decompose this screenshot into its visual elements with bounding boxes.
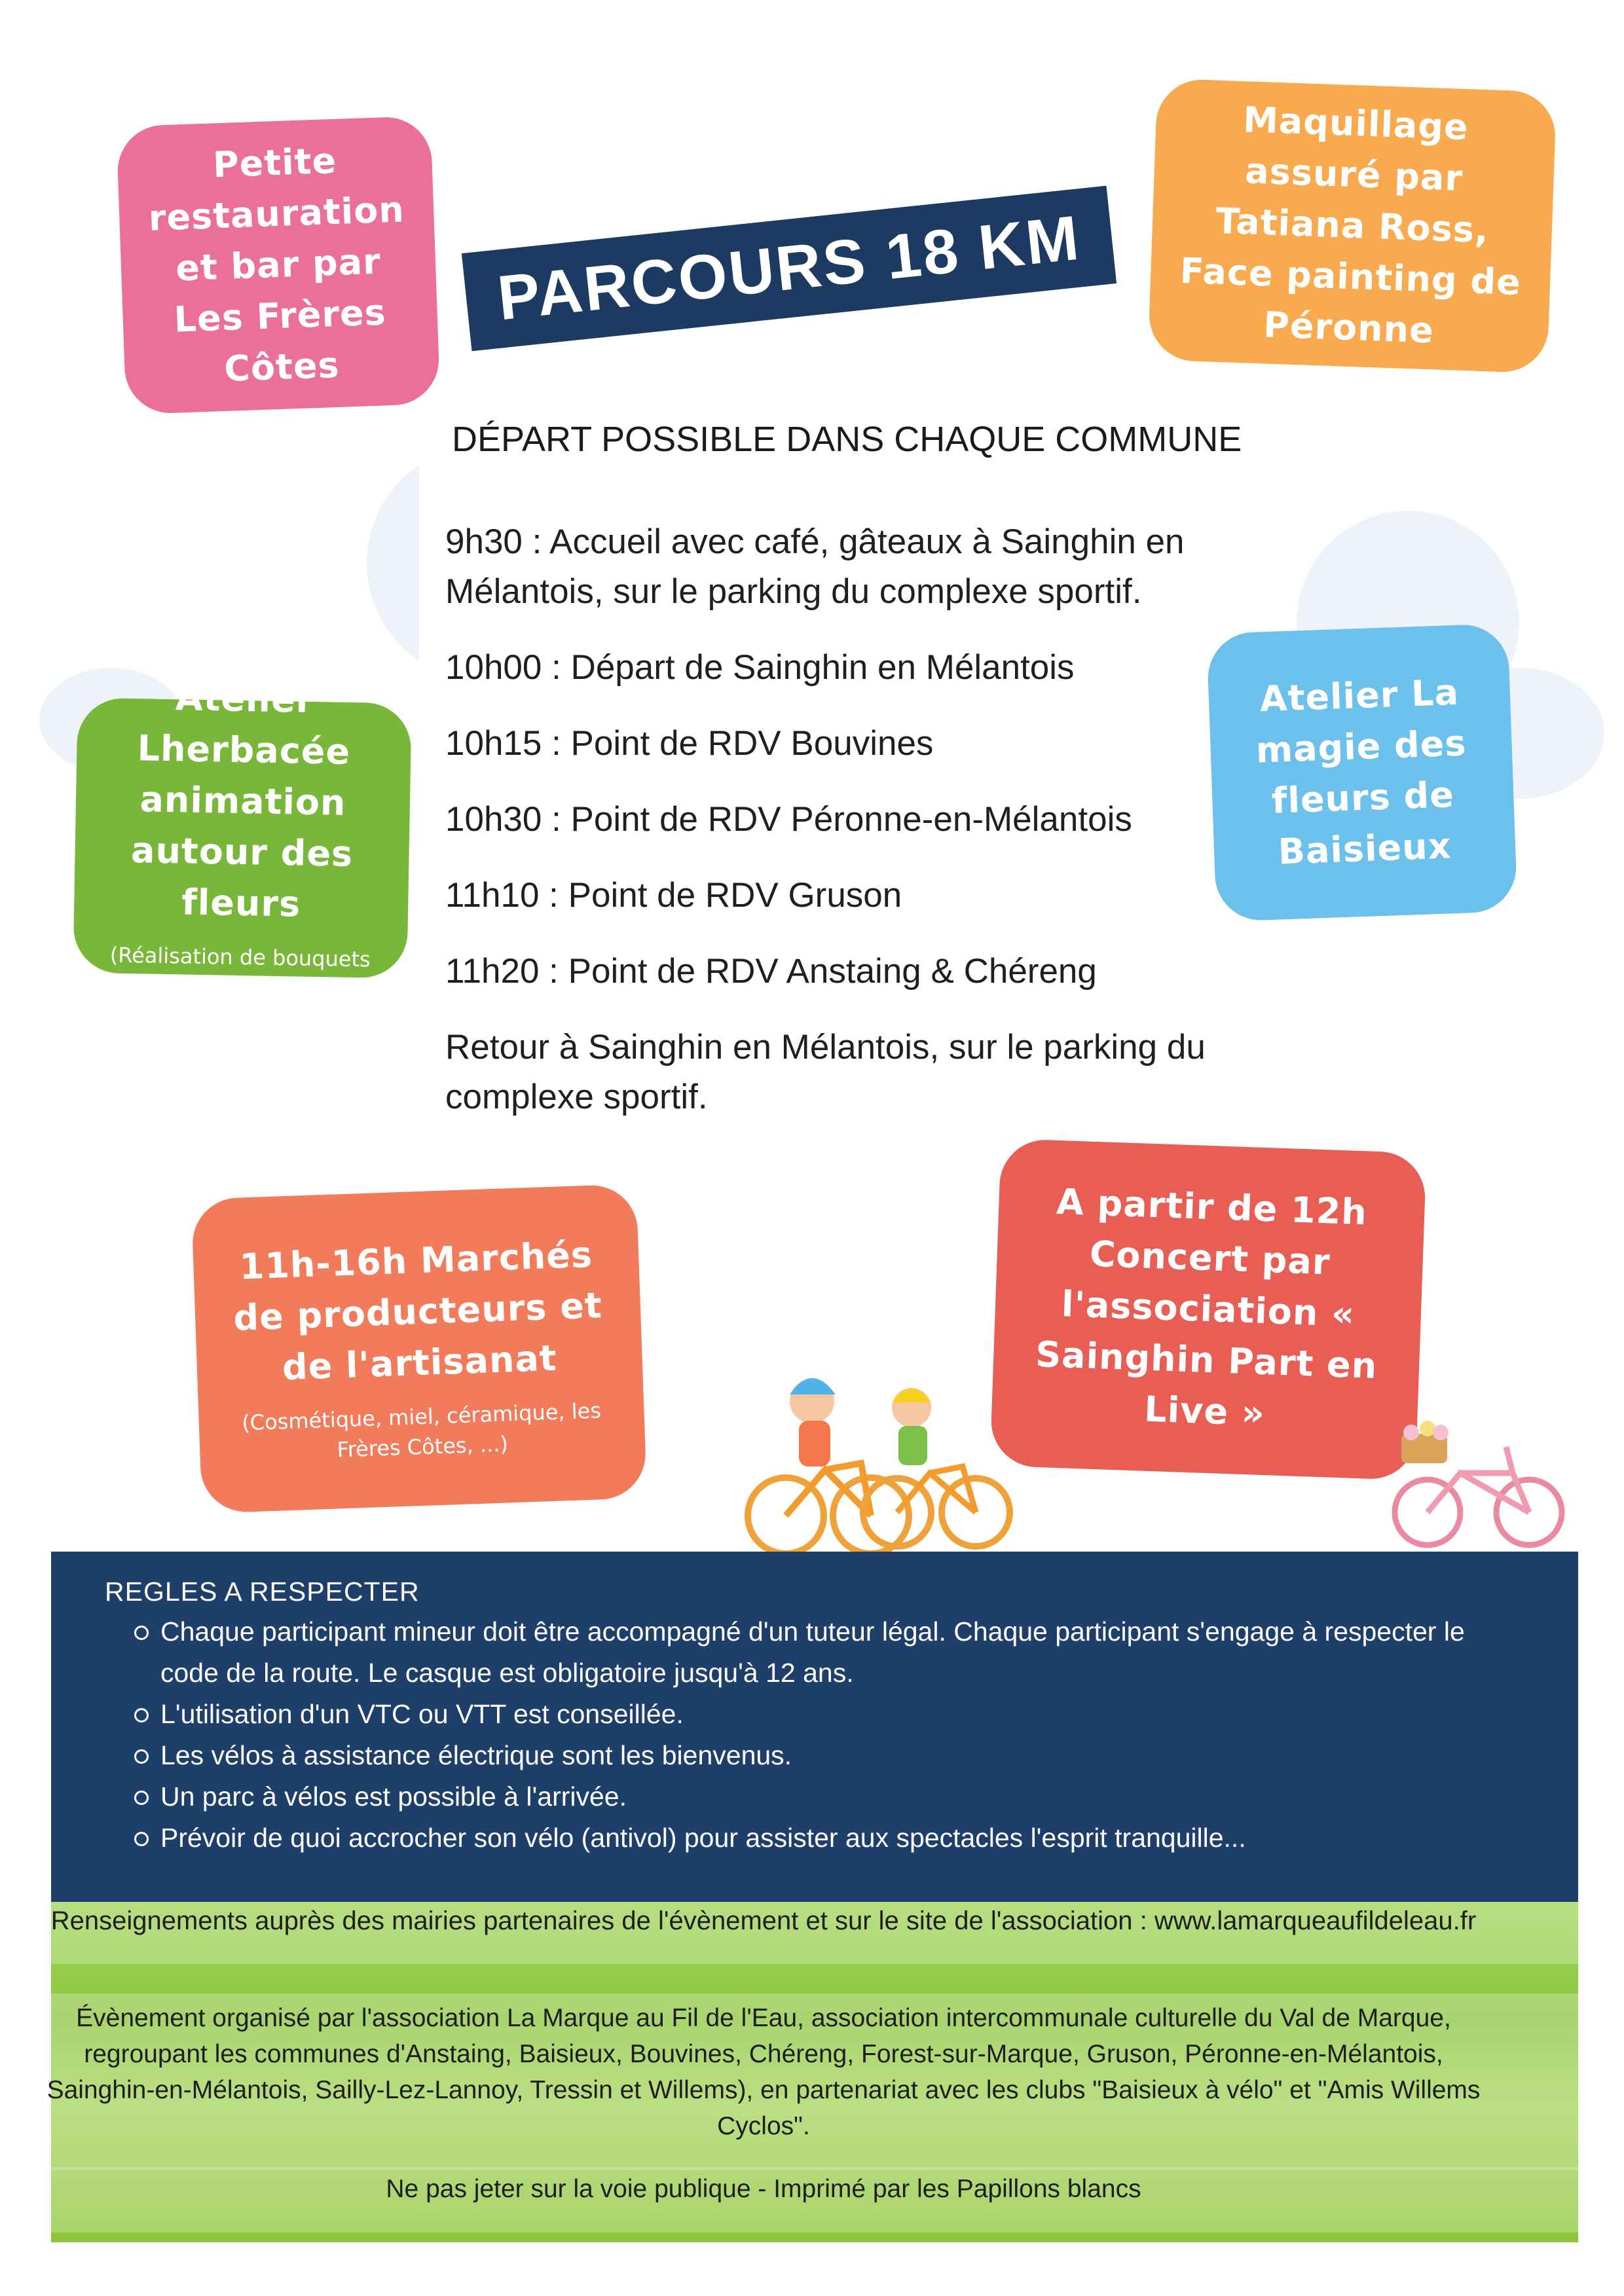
children-bikes-illustration [733,1349,1022,1558]
title-banner [462,186,1116,352]
schedule-item: 10h30 : Point de RDV Péronne-en-Mélantois [445,800,1132,839]
page-title: PARCOURS 18 KM [494,202,1084,334]
schedule-item: 11h20 : Point de RDV Anstaing & Chéreng [445,952,1097,991]
atelier-baisieux-text: Atelier La magie des fleurs de Baisieux [1255,671,1467,873]
atelier-lherbacee-subtext: (Réalisation de bouquets et de couronnes) [109,942,371,1002]
schedule-item: 10h15 : Point de RDV Bouvines [445,724,934,763]
depart-heading: DÉPART POSSIBLE DANS CHAQUE COMMUNE [452,420,1242,459]
maquillage-bubble [1148,78,1557,373]
rules-list [105,1611,1524,1859]
atelier-lherbacee-text: Atelier Lherbacée animation autour des fleurs [130,677,354,925]
atelier-lherbacee-bubble [73,677,411,1002]
atelier-baisieux-bubble [1206,623,1517,922]
organisation-text: Évènement organisé par l'association La Marque au Fil de l'Eau, association intercommunale culturelle du Val de Marque, regroupant les communes d'Anstaing, Baisieux, Bouvines, Chéreng, Forest-sur-Marque, Gruson, Péronne-en-Mélantois, Sainghin-en-Mélantois, Sailly-Lez-Lannoy, Tressin et Willems), en partenariat avec les clubs "Baisieux à vélo" et "Amis Willems Cyclos". [46,2004,1481,2140]
schedule-item: 11h10 : Point de RDV Gruson [445,876,902,915]
marches-text: 11h-16h Marchés de producteurs et de l'artisanat [232,1233,603,1389]
restauration-text: Petite restauration et bar par Les Frères Côtes [147,139,405,390]
concert-bubble [989,1139,1426,1480]
schedule-item: 9h30 : Accueil avec café, gâteaux à Sainghin en Mélantois, sur le parking du complexe sportif. [445,522,1185,611]
schedule-item: Retour à Sainghin en Mélantois, sur le parking du complexe sportif. [445,1028,1206,1116]
rule-item: Les vélos à assistance électrique sont les bienvenus. [134,1735,1524,1776]
rule-item: Un parc à vélos est possible à l'arrivée. [134,1776,1524,1817]
rules-title: REGLES A RESPECTER [105,1576,420,1607]
rule-item: Prévoir de quoi accrocher son vélo (antivol) pour assister aux spectacles l'esprit tranquille... [134,1817,1524,1859]
rule-item: Chaque participant mineur doit être accompagné d'un tuteur légal. Chaque participant s'engage à respecter le code de la route. Le casque est obligatoire jusqu'à 12 ans. [134,1611,1524,1694]
rules-section [51,1552,1578,1902]
concert-text: A partir de 12h Concert par l'association « Sainghin Part en Live » [1035,1180,1378,1434]
schedule-item: 10h00 : Départ de Sainghin en Mélantois [445,648,1075,687]
maquillage-text: Maquillage assuré par Tatiana Ross, Face painting de Péronne [1179,99,1522,352]
marches-subtext: (Cosmétique, miel, céramique, les Frères Côtes, ...) [241,1398,602,1463]
schedule-list [445,517,1251,1148]
pink-bike-illustration [1388,1421,1572,1552]
marches-bubble [191,1184,647,1513]
restauration-bubble [116,116,440,414]
info-line: Renseignements auprès des mairies partenaires de l'évènement et sur le site de l'association : www.lamarqueaufildeleau.fr [50,1906,1477,1935]
rule-item: L'utilisation d'un VTC ou VTT est conseillée. [134,1694,1524,1735]
footer-text: Ne pas jeter sur la voie publique - Imprimé par les Papillons blancs [386,2175,1141,2203]
